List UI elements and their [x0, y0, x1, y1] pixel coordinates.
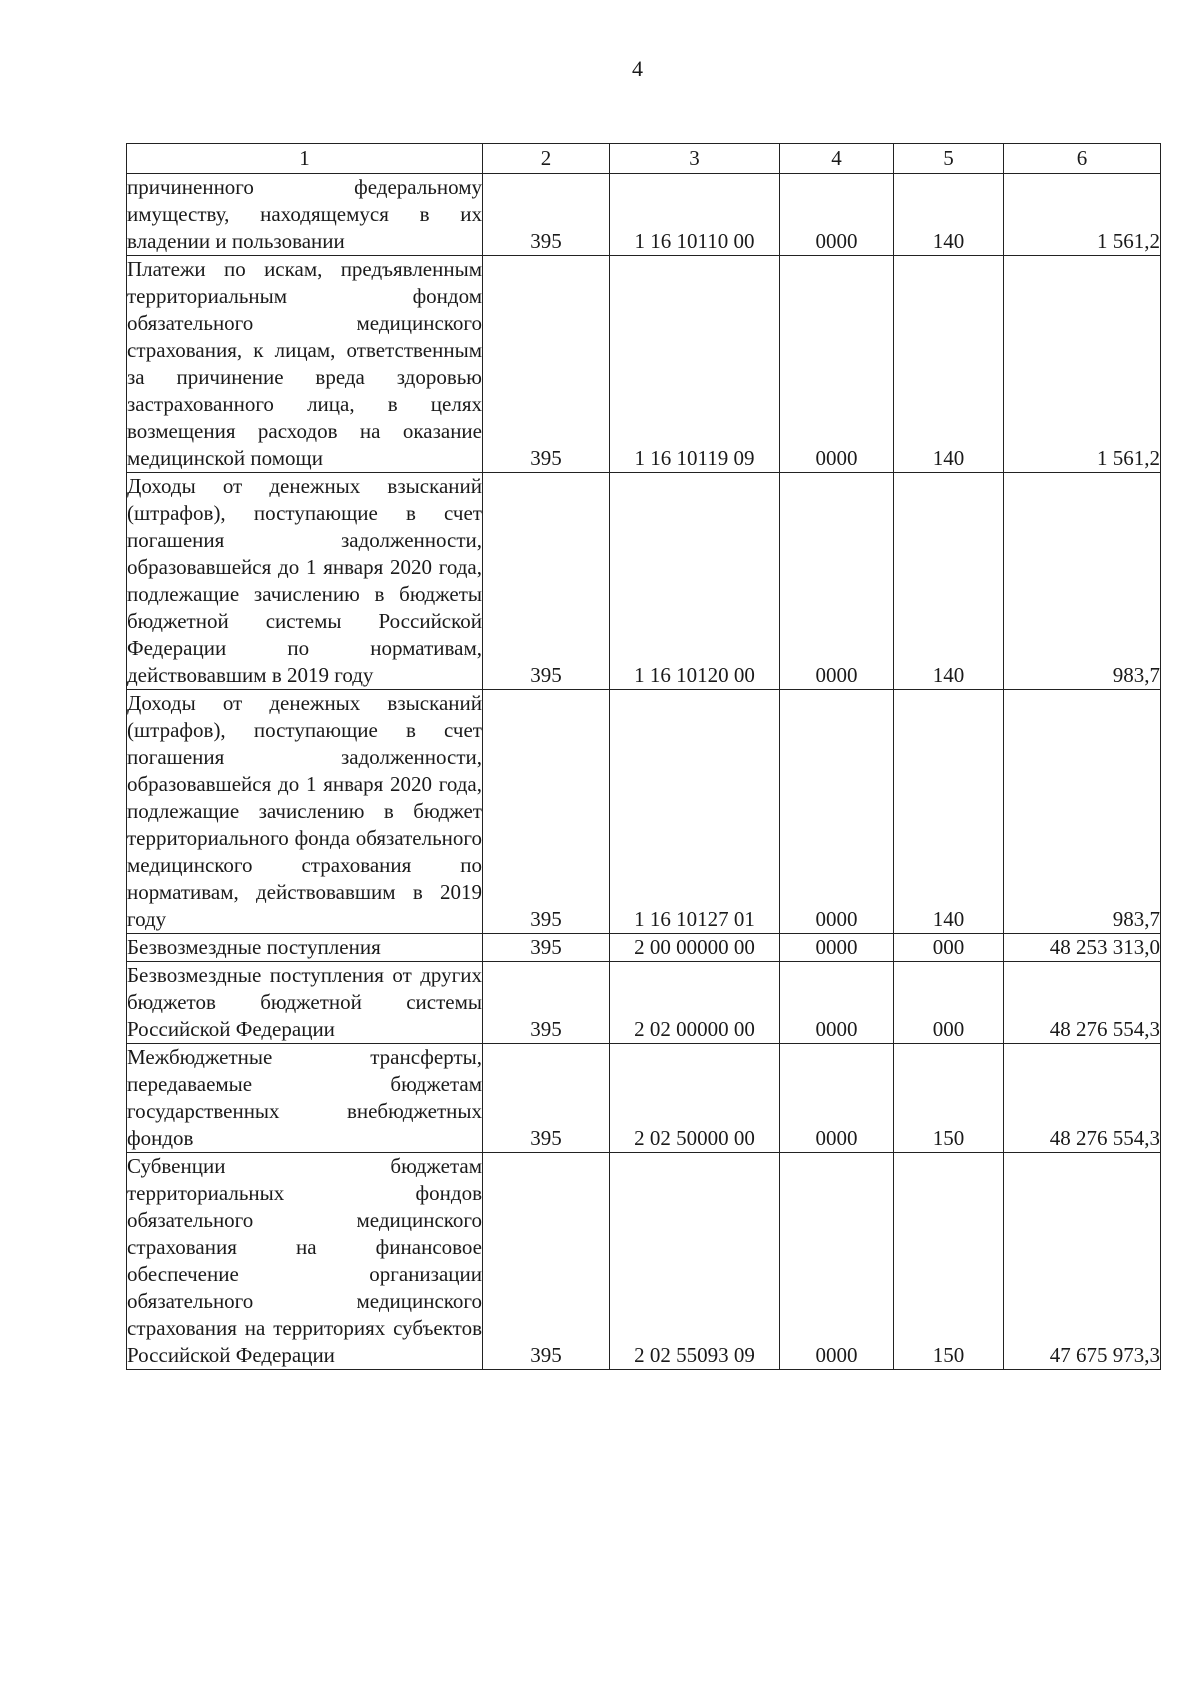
row-program-code: 0000	[780, 962, 894, 1044]
row-program-code: 0000	[780, 1044, 894, 1153]
row-admin-code: 395	[483, 1153, 610, 1370]
row-program-code: 0000	[780, 473, 894, 690]
row-revenue-code: 2 00 00000 00	[610, 934, 780, 962]
row-kind-code: 140	[894, 473, 1004, 690]
column-header-2: 2	[483, 144, 610, 174]
table-row	[127, 1153, 1161, 1370]
row-amount: 1 561,2	[1004, 174, 1161, 256]
row-kind-code: 000	[894, 962, 1004, 1044]
table-row	[127, 174, 1161, 256]
row-name: Платежи по искам, предъявленным территориальным фондом обязательного медицинского страхования, к лицам, ответственным за причинение вреда здоровью застрахованного лица, в целях возмещения расходов на оказание медицинской помощи	[127, 256, 483, 473]
table-row	[127, 690, 1161, 934]
column-header-3: 3	[610, 144, 780, 174]
page-number: 4	[632, 56, 643, 81]
row-amount: 48 253 313,0	[1004, 934, 1161, 962]
row-amount: 1 561,2	[1004, 256, 1161, 473]
column-header-4: 4	[780, 144, 894, 174]
row-kind-code: 140	[894, 256, 1004, 473]
row-name: Субвенции бюджетам территориальных фондов обязательного медицинского страхования на финансовое обеспечение организации обязательного медицинского страхования на территориях субъектов Российской Федерации	[127, 1153, 483, 1370]
table-row	[127, 256, 1161, 473]
row-kind-code: 140	[894, 690, 1004, 934]
row-admin-code: 395	[483, 690, 610, 934]
row-revenue-code: 2 02 55093 09	[610, 1153, 780, 1370]
row-revenue-code: 1 16 10120 00	[610, 473, 780, 690]
row-amount: 983,7	[1004, 690, 1161, 934]
table-header-row	[127, 144, 1161, 174]
row-program-code: 0000	[780, 256, 894, 473]
row-program-code: 0000	[780, 690, 894, 934]
row-name: Межбюджетные трансферты, передаваемые бюджетам государственных внебюджетных фондов	[127, 1044, 483, 1153]
table-row	[127, 934, 1161, 962]
row-revenue-code: 1 16 10110 00	[610, 174, 780, 256]
row-revenue-code: 1 16 10119 09	[610, 256, 780, 473]
row-amount: 47 675 973,3	[1004, 1153, 1161, 1370]
row-name: Безвозмездные поступления от других бюджетов бюджетной системы Российской Федерации	[127, 962, 483, 1044]
row-amount: 48 276 554,3	[1004, 1044, 1161, 1153]
row-name: Безвозмездные поступления	[127, 934, 483, 962]
row-admin-code: 395	[483, 174, 610, 256]
row-program-code: 0000	[780, 174, 894, 256]
row-kind-code: 150	[894, 1044, 1004, 1153]
row-admin-code: 395	[483, 934, 610, 962]
row-kind-code: 140	[894, 174, 1004, 256]
row-admin-code: 395	[483, 962, 610, 1044]
row-admin-code: 395	[483, 256, 610, 473]
row-admin-code: 395	[483, 473, 610, 690]
row-name: причиненного федеральному имуществу, находящемуся в их владении и пользовании	[127, 174, 483, 256]
row-program-code: 0000	[780, 1153, 894, 1370]
row-amount: 48 276 554,3	[1004, 962, 1161, 1044]
table-row	[127, 473, 1161, 690]
column-header-1: 1	[127, 144, 483, 174]
row-program-code: 0000	[780, 934, 894, 962]
row-revenue-code: 2 02 00000 00	[610, 962, 780, 1044]
column-header-6: 6	[1004, 144, 1161, 174]
table-row	[127, 1044, 1161, 1153]
row-kind-code: 150	[894, 1153, 1004, 1370]
budget-revenue-table	[126, 143, 1161, 1370]
row-admin-code: 395	[483, 1044, 610, 1153]
row-name: Доходы от денежных взысканий (штрафов), поступающие в счет погашения задолженности, образовавшейся до 1 января 2020 года, подлежащие зачислению в бюджеты бюджетной системы Российской Федерации по нормативам, действовавшим в 2019 году	[127, 473, 483, 690]
table-row	[127, 962, 1161, 1044]
row-name: Доходы от денежных взысканий (штрафов), поступающие в счет погашения задолженности, образовавшейся до 1 января 2020 года, подлежащие зачислению в бюджет территориального фонда обязательного медицинского страхования по нормативам, действовавшим в 2019 году	[127, 690, 483, 934]
row-kind-code: 000	[894, 934, 1004, 962]
row-amount: 983,7	[1004, 473, 1161, 690]
row-revenue-code: 2 02 50000 00	[610, 1044, 780, 1153]
row-revenue-code: 1 16 10127 01	[610, 690, 780, 934]
column-header-5: 5	[894, 144, 1004, 174]
